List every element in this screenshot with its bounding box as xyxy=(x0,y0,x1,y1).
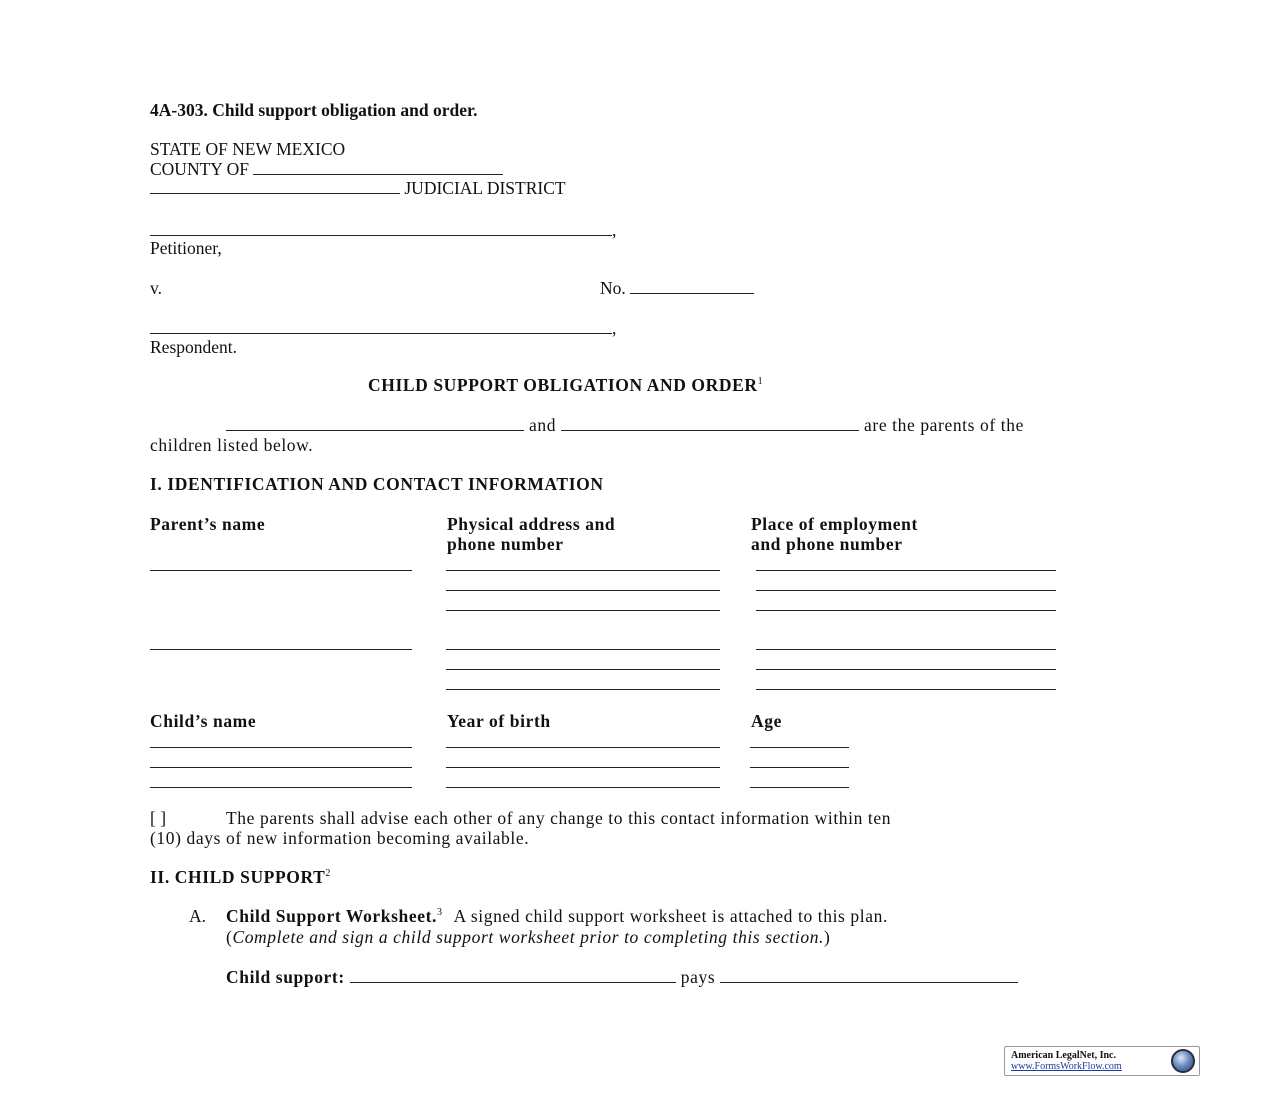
parent1-address-field-3[interactable] xyxy=(446,610,720,611)
child-support-label: Child support: xyxy=(226,967,345,987)
petitioner-line xyxy=(150,220,616,240)
case-number-label: No. xyxy=(600,278,626,298)
rule-title: 4A-303. Child support obligation and order. xyxy=(150,100,478,120)
parent1-employment-field-1[interactable] xyxy=(756,570,1056,571)
worksheet-title: Child Support Worksheet. xyxy=(226,906,438,926)
county-line xyxy=(150,159,503,179)
county-label: COUNTY OF xyxy=(150,159,250,179)
payee-field[interactable] xyxy=(720,967,1018,983)
logo-website[interactable]: www.FormsWorkFlow.com xyxy=(1011,1061,1122,1072)
col-employment-1: Place of employment xyxy=(751,514,918,534)
case-number-field[interactable] xyxy=(630,278,754,294)
col-parent-name: Parent’s name xyxy=(150,514,266,534)
logo-company: American LegalNet, Inc. xyxy=(1011,1050,1116,1061)
parent-one-field[interactable] xyxy=(226,415,524,431)
col-address-2: phone number xyxy=(447,534,564,554)
district-field[interactable] xyxy=(150,178,400,194)
versus: v. xyxy=(150,278,162,298)
footnote-3: 3 xyxy=(437,907,443,918)
parent1-employment-field-2[interactable] xyxy=(756,590,1056,591)
respondent-label: Respondent. xyxy=(150,337,238,357)
respondent-field[interactable] xyxy=(150,318,612,334)
globe-icon xyxy=(1171,1049,1195,1073)
comma: , xyxy=(612,220,617,240)
children-listed: children listed below. xyxy=(150,435,314,455)
child1-age-field[interactable] xyxy=(750,747,849,748)
parent1-address-field-1[interactable] xyxy=(446,570,720,571)
child2-name-field[interactable] xyxy=(150,767,412,768)
col-employment-2: and phone number xyxy=(751,534,903,554)
district-label: JUDICIAL DISTRICT xyxy=(404,178,566,198)
worksheet-text: A signed child support worksheet is attached to this plan. xyxy=(453,906,888,926)
footnote-1: 1 xyxy=(757,376,764,387)
pays-word: pays xyxy=(680,967,716,987)
advise-checkbox[interactable]: [ ] xyxy=(150,808,167,828)
payer-field[interactable] xyxy=(350,967,676,983)
col-address-1: Physical address and xyxy=(447,514,616,534)
child3-age-field[interactable] xyxy=(750,787,849,788)
child1-year-field[interactable] xyxy=(446,747,720,748)
worksheet-item xyxy=(226,906,888,926)
comma: , xyxy=(612,318,617,338)
child-support-line xyxy=(226,967,1018,987)
district-line xyxy=(150,178,566,198)
worksheet-instruction-text: Complete and sign a child support worksheet prior to completing this section. xyxy=(232,927,825,947)
child3-name-field[interactable] xyxy=(150,787,412,788)
respondent-line xyxy=(150,318,616,338)
footnote-2: 2 xyxy=(325,868,331,879)
parent1-employment-field-3[interactable] xyxy=(756,610,1056,611)
section1-heading: I. IDENTIFICATION AND CONTACT INFORMATION xyxy=(150,474,604,494)
parent2-address-field-1[interactable] xyxy=(446,649,720,650)
col-age: Age xyxy=(751,711,782,731)
child1-name-field[interactable] xyxy=(150,747,412,748)
col-year-of-birth: Year of birth xyxy=(447,711,551,731)
parent2-employment-field-2[interactable] xyxy=(756,669,1056,670)
advise-text-line2: (10) days of new information becoming available. xyxy=(150,828,530,848)
parent2-employment-field-3[interactable] xyxy=(756,689,1056,690)
petitioner-field[interactable] xyxy=(150,220,612,236)
parent2-name-field[interactable] xyxy=(150,649,412,650)
parent2-employment-field-1[interactable] xyxy=(756,649,1056,650)
and-word: and xyxy=(528,415,557,435)
child3-year-field[interactable] xyxy=(446,787,720,788)
order-title xyxy=(368,375,763,395)
parent2-address-field-3[interactable] xyxy=(446,689,720,690)
parent1-name-field[interactable] xyxy=(150,570,412,571)
paren-close: ) xyxy=(824,927,831,947)
child2-year-field[interactable] xyxy=(446,767,720,768)
item-letter-a: A. xyxy=(189,906,207,926)
worksheet-instruction xyxy=(226,927,830,947)
case-number-line xyxy=(600,278,754,298)
petitioner-label: Petitioner, xyxy=(150,238,222,258)
parent2-address-field-2[interactable] xyxy=(446,669,720,670)
paren-open: ( xyxy=(226,927,233,947)
parent1-address-field-2[interactable] xyxy=(446,590,720,591)
are-parents-text: are the parents of the xyxy=(864,415,1024,435)
state-name: STATE OF NEW MEXICO xyxy=(150,139,346,159)
section2-heading xyxy=(150,867,331,887)
child2-age-field[interactable] xyxy=(750,767,849,768)
advise-text-line1: The parents shall advise each other of any change to this contact information within ten xyxy=(226,808,892,828)
order-title-text: CHILD SUPPORT OBLIGATION AND ORDER xyxy=(368,375,758,395)
parents-statement xyxy=(150,415,1024,435)
county-field[interactable] xyxy=(253,159,503,175)
american-legalnet-logo[interactable] xyxy=(1004,1046,1200,1076)
parent-two-field[interactable] xyxy=(561,415,859,431)
col-child-name: Child’s name xyxy=(150,711,257,731)
section2-heading-text: II. CHILD SUPPORT xyxy=(150,867,326,887)
